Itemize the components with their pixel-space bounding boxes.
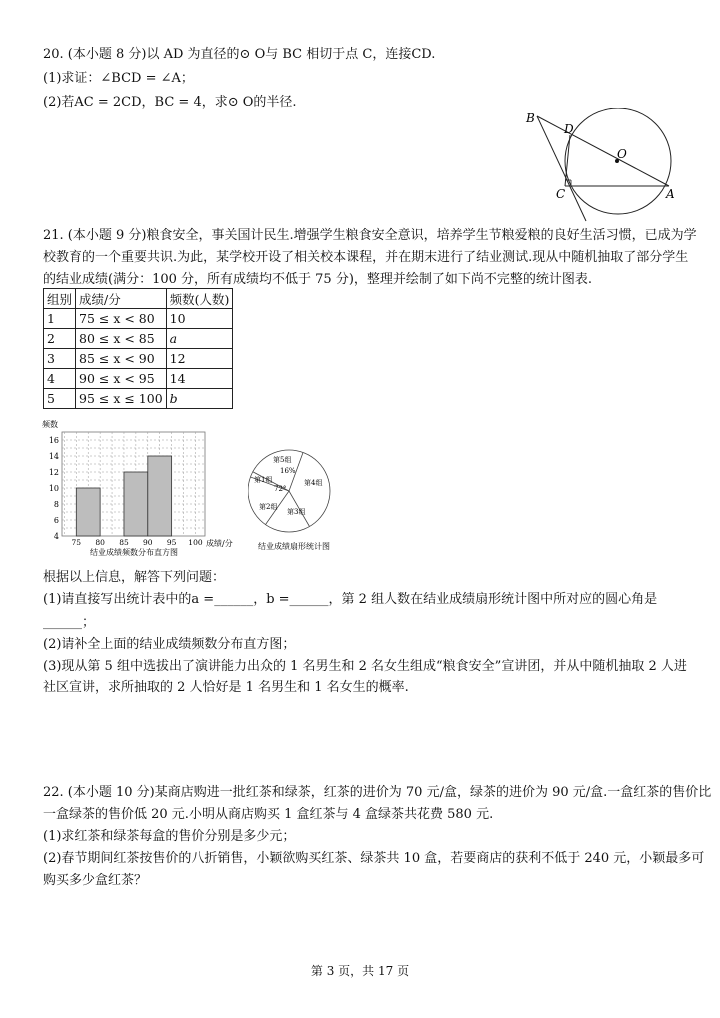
histogram-y-tick: 8 — [53, 500, 59, 509]
histogram-x-tick: 75 — [71, 538, 82, 547]
q22-stem-line1: 22. (本小题 10 分)某商店购进一批红茶和绿茶，红茶的进价为 70 元/盒，绿茶的进价为 90 元/盒.一盒红茶的售价比 — [43, 785, 712, 800]
histogram-x-tick: 90 — [143, 538, 153, 547]
table-cell: 95 ≤ x ≤ 100 — [76, 389, 167, 409]
header-cell: 成绩/分 — [76, 289, 167, 309]
table-row — [44, 329, 233, 349]
q21-part1-line1: (1)请直接写出统计表中的a =______，b =______，第 2 组人数在结业成绩扇形统计图中所对应的圆心角是 — [43, 592, 658, 607]
table-cell: a — [166, 329, 233, 349]
label-a: A — [666, 187, 675, 201]
label-o: O — [617, 147, 627, 161]
table-cell: 14 — [166, 369, 233, 389]
pie-slice-label-1: 第1组 — [254, 476, 273, 484]
table-cell: 1 — [44, 309, 76, 329]
q22-part1: (1)求红茶和绿茶每盒的售价分别是多少元； — [43, 829, 296, 844]
segment-ba — [537, 116, 669, 186]
table-cell: 85 ≤ x < 90 — [76, 349, 167, 369]
histogram-xlabel: 成绩/分 — [206, 539, 233, 548]
page-footer: 第 3 页，共 17 页 — [310, 964, 410, 978]
table-header-row — [44, 289, 233, 309]
table-cell: 90 ≤ x < 95 — [76, 369, 167, 389]
q21-stem-line3: 的结业成绩(满分：100 分，所有成绩均不低于 75 分)，整理并绘制了如下尚不完整的统计图表. — [43, 272, 593, 287]
histogram-y-tick: 6 — [53, 516, 59, 525]
label-c: C — [556, 187, 566, 201]
histogram-bar — [124, 472, 148, 536]
table-row — [44, 369, 233, 389]
table-cell: 3 — [44, 349, 76, 369]
table-cell: 75 ≤ x < 80 — [76, 309, 167, 329]
q21-stem-line1: 21. (本小题 9 分)粮食安全，事关国计民生.增强学生粮食安全意识，培养学生节粮爱粮的良好生活习惯，已成为学 — [43, 228, 697, 243]
q21-stem-line2: 校教育的一个重要共识.为此，某学校开设了相关校本课程，并在期末进行了结业测试.现从中随机抽取了部分学生 — [43, 250, 689, 265]
table-row — [44, 389, 233, 409]
histogram-x-tick: 85 — [119, 538, 129, 547]
histogram-x-tick: 95 — [166, 538, 177, 547]
tangent-line — [537, 116, 586, 221]
q22-part2-line2: 购买多少盒红茶？ — [43, 873, 148, 888]
histogram-y-tick: 10 — [48, 484, 59, 493]
table-row — [44, 349, 233, 369]
histogram-y-tick: 4 — [53, 532, 59, 541]
pie-annotation-angle: 72° — [274, 485, 287, 493]
table-cell: 4 — [44, 369, 76, 389]
table-cell: 12 — [166, 349, 233, 369]
table-cell: 5 — [44, 389, 76, 409]
pie-title: 结业成绩扇形统计图 — [258, 542, 330, 551]
q20-stem: 20. (本小题 8 分)以 AD 为直径的⊙ O与 BC 相切于点 C，连接CD. — [43, 47, 436, 62]
q21-part3-line1: (3)现从第 5 组中选拔出了演讲能力出众的 1 名男生和 2 名女生组成“粮食安全”宣讲团，并从中随机抽取 2 人进 — [43, 659, 687, 674]
pie-chart — [248, 446, 358, 558]
histogram-ylabel: 频数 — [42, 420, 58, 429]
histogram-bar — [148, 456, 172, 536]
histogram-y-tick: 14 — [48, 452, 59, 461]
pie-annotation-percent: 16% — [280, 467, 296, 475]
table-row — [44, 309, 233, 329]
header-cell: 频数(人数) — [166, 289, 233, 309]
histogram-x-tick: 80 — [95, 538, 105, 547]
pie-slice-label-2: 第2组 — [259, 503, 278, 511]
pie-slice-label-5: 第5组 — [273, 456, 292, 464]
label-b: B — [526, 111, 535, 125]
label-d: D — [564, 122, 574, 136]
q21-part3-line2: 社区宣讲，求所抽取的 2 人恰好是 1 名男生和 1 名女生的概率. — [43, 680, 409, 695]
q20-geometry-figure — [520, 108, 690, 228]
q21-prompt: 根据以上信息，解答下列问题： — [43, 570, 226, 585]
header-cell: 组别 — [44, 289, 76, 309]
q20-part2: (2)若AC = 2CD，BC = 4，求⊙ O的半径. — [43, 95, 297, 110]
table-cell: 2 — [44, 329, 76, 349]
histogram-title: 结业成绩频数分布直方图 — [90, 548, 178, 557]
pie-slice-label-3: 第3组 — [287, 508, 306, 516]
q20-part1: (1)求证：∠BCD = ∠A； — [43, 71, 194, 86]
table-cell: 10 — [166, 309, 233, 329]
frequency-table — [43, 288, 233, 409]
q21-part1-line2: ______； — [43, 615, 96, 630]
histogram-bar — [76, 488, 100, 536]
q21-part2: (2)请补全上面的结业成绩频数分布直方图； — [43, 637, 296, 652]
table-cell: 80 ≤ x < 85 — [76, 329, 167, 349]
histogram-x-tick: 100 — [188, 538, 203, 547]
histogram-y-tick: 16 — [48, 436, 59, 445]
table-cell: b — [166, 389, 233, 409]
pie-slice-label-4: 第4组 — [304, 479, 323, 487]
histogram-y-tick: 12 — [48, 468, 59, 477]
histogram-chart — [38, 418, 248, 558]
q22-stem-line2: 一盒绿茶的售价低 20 元.小明从商店购买 1 盒红茶与 4 盒绿茶共花费 580 元. — [43, 807, 494, 822]
q22-part2-line1: (2)春节期间红茶按售价的八折销售，小颖欲购买红茶、绿茶共 10 盒，若要商店的获利不低于 240 元，小颖最多可 — [43, 851, 705, 866]
